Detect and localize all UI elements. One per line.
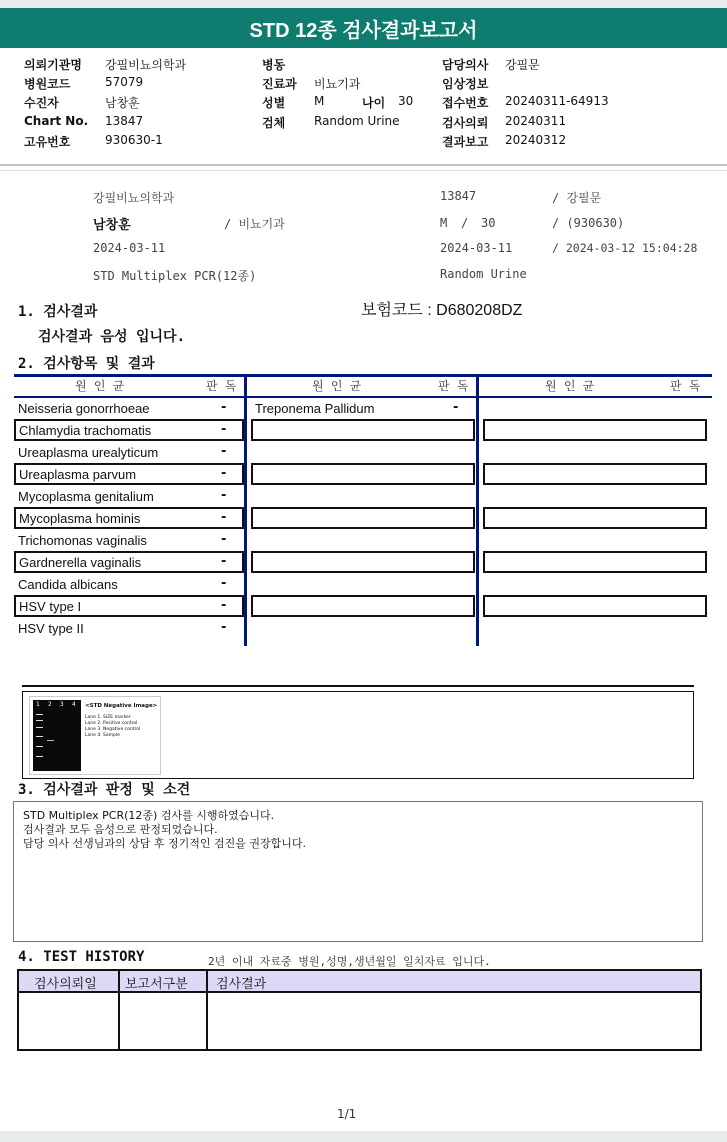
empty-cell [251, 551, 475, 573]
organism-name: Treponema Pallidum [255, 401, 375, 416]
value-doctor: 강필문 [505, 58, 540, 72]
section2-title: 2. 검사항목 및 결과 [18, 356, 155, 372]
header-divider [0, 164, 727, 166]
gel-band [36, 746, 43, 747]
label-ward: 병동 [262, 58, 286, 72]
history-col-result: 검사결과 [216, 977, 267, 992]
summary-chart: 13847 [440, 189, 477, 203]
col-organism-2: 원 인 균 [312, 379, 362, 393]
organism-result: - [221, 554, 227, 569]
value-patient: 남창훈 [105, 96, 140, 110]
gel-image-box [22, 691, 694, 779]
lane-number: 4 [72, 701, 76, 708]
col-judgement-1: 판 독 [206, 379, 237, 393]
section1-result: 검사결과 음성 입니다. [38, 329, 186, 345]
history-note: 2년 이내 자료중 병원,성명,생년월일 일치자료 입니다. [208, 955, 491, 968]
gel-band [36, 756, 43, 757]
gel-top-rule [22, 685, 694, 687]
lane-number: 2 [48, 701, 52, 708]
summary-sex: M [440, 216, 448, 230]
organism-name: Ureaplasma urealyticum [18, 445, 159, 460]
label-clinical-info: 임상정보 [442, 77, 489, 91]
gel-title: <STD Negative Image> [85, 703, 158, 709]
history-col-report-type: 보고서구분 [125, 977, 188, 992]
organism-name: Gardnerella vaginalis [19, 555, 142, 570]
history-col-divider [118, 971, 120, 1049]
summary-request-date: 2024-03-11 [93, 241, 166, 255]
col-organism-1: 원 인 균 [75, 379, 125, 393]
table-row [14, 463, 244, 485]
label-report-date: 결과보고 [442, 135, 489, 149]
summary-doctor: / 강필문 [552, 191, 602, 205]
header-left [24, 56, 254, 152]
organism-result: - [221, 576, 227, 591]
col-judgement-2: 판 독 [438, 379, 469, 393]
table-row [14, 398, 244, 420]
label-patient: 수진자 [24, 96, 59, 110]
header-row [24, 56, 254, 75]
label-request-date: 검사의뢰 [442, 116, 489, 130]
empty-cell [483, 507, 707, 529]
header-divider [0, 170, 727, 171]
organism-name: HSV type I [19, 599, 82, 614]
history-header-row [19, 971, 700, 993]
summary-report-datetime: / 2024-03-12 15:04:28 [552, 241, 698, 255]
section1-title: 1. 검사결과 [18, 304, 98, 320]
table-divider-2 [476, 375, 479, 646]
gel-band [47, 740, 54, 741]
organism-result: - [221, 400, 227, 415]
label-doctor: 담당의사 [442, 58, 489, 72]
col-organism-3: 원 인 균 [545, 379, 595, 393]
gel-photo [33, 700, 81, 771]
label-unique-id: 고유번호 [24, 135, 71, 149]
gel-band [36, 727, 43, 728]
value-chart-no: 13847 [105, 114, 144, 128]
organism-name: Mycoplasma genitalium [18, 489, 154, 504]
organism-name: Mycoplasma hominis [19, 511, 141, 526]
label-receipt-no: 접수번호 [442, 96, 489, 110]
table-row [14, 442, 244, 464]
value-hospital-code: 57079 [105, 75, 144, 89]
comment-line: 담당 의사 선생님과의 상담 후 정기적인 검진을 권장합니다. [23, 837, 306, 850]
label-hospital-code: 병원코드 [24, 77, 71, 91]
comment-box [13, 801, 703, 942]
header-row [24, 75, 254, 94]
table-divider-1 [244, 375, 247, 646]
summary-receipt-date: 2024-03-11 [440, 241, 513, 255]
organism-name: Chlamydia trachomatis [19, 423, 152, 438]
label-specimen: 검체 [262, 116, 286, 130]
header-row [24, 94, 254, 114]
organism-result: - [221, 444, 227, 459]
empty-cell [483, 463, 707, 485]
empty-cell [251, 595, 475, 617]
organism-name: Ureaplasma parvum [19, 467, 137, 482]
value-age: 30 [398, 94, 414, 108]
section3-title: 3. 검사결과 판정 및 소견 [18, 782, 191, 798]
gel-band [36, 714, 43, 715]
gel-legend: Lane 1. SIZE marker [85, 715, 131, 720]
empty-cell [251, 507, 475, 529]
organism-name: Trichomonas vaginalis [18, 533, 147, 548]
label-department: 진료과 [262, 77, 297, 91]
header-right [442, 56, 702, 152]
summary-dept: / 비뇨기과 [224, 217, 285, 231]
empty-cell [251, 419, 475, 441]
header-row [24, 133, 254, 152]
table-row [14, 486, 244, 508]
comment-line: STD Multiplex PCR(12종) 검사를 시행하였습니다. [23, 809, 275, 822]
table-row [251, 398, 475, 420]
organism-result: - [221, 510, 227, 525]
table-row [14, 595, 244, 617]
col-judgement-3: 판 독 [670, 379, 701, 393]
summary-age: 30 [481, 216, 496, 230]
summary-test-name: STD Multiplex PCR(12종) [93, 269, 257, 283]
bottom-strip [0, 1131, 727, 1142]
history-col-divider [206, 971, 208, 1049]
value-department: 비뇨기과 [314, 77, 361, 91]
table-row [14, 507, 244, 529]
organism-name: Neisseria gonorrhoeae [18, 401, 150, 416]
value-sex: M [314, 94, 325, 108]
table-row [14, 618, 244, 640]
lane-number: 3 [60, 701, 64, 708]
empty-cell [251, 463, 475, 485]
value-unique-id: 930630-1 [105, 133, 163, 147]
organism-result: - [221, 598, 227, 613]
top-strip [0, 0, 727, 8]
history-col-request-date: 검사의뢰일 [34, 977, 97, 992]
comment-line: 검사결과 모두 음성으로 판정되었습니다. [23, 823, 218, 836]
history-table [17, 969, 702, 1051]
gel-band [36, 736, 43, 737]
empty-cell [483, 551, 707, 573]
summary-patient: 남창훈 [93, 218, 131, 233]
table-row [14, 530, 244, 552]
value-request-date: 20240311 [505, 114, 567, 128]
organism-result: - [221, 422, 227, 437]
report-title: STD 12종 검사결과보고서 [0, 8, 727, 48]
organism-result: - [221, 488, 227, 503]
label-age: 나이 [362, 96, 386, 110]
value-specimen: Random Urine [314, 114, 400, 128]
summary-slash: / [461, 216, 469, 230]
summary-specimen: Random Urine [440, 267, 527, 281]
insurance-code: 보험코드 : D680208DZ [361, 302, 523, 319]
gel-band [36, 720, 43, 721]
empty-cell [483, 419, 707, 441]
value-hospital: 강필비뇨의학과 [105, 58, 187, 72]
gel-legend: Lane 2. Positive control [85, 721, 138, 726]
label-sex: 성별 [262, 96, 286, 110]
organism-result: - [453, 400, 459, 415]
gel-image [29, 696, 161, 775]
label-chart-no: Chart No. [24, 114, 89, 128]
organism-result: - [221, 466, 227, 481]
organism-name: Candida albicans [18, 577, 118, 592]
gel-legend: Lane 3. Negative control [85, 727, 141, 732]
organism-name: HSV type II [18, 621, 84, 636]
page-number: 1/1 [337, 1107, 357, 1121]
table-row [14, 574, 244, 596]
organism-result: - [221, 620, 227, 635]
lane-number: 1 [36, 701, 40, 708]
header-row [24, 114, 254, 133]
header-mid [262, 56, 432, 133]
label-hospital: 의뢰기관명 [24, 58, 82, 72]
table-row [14, 551, 244, 573]
summary-unique-id: / (930630) [552, 216, 625, 230]
value-report-date: 20240312 [505, 133, 567, 147]
table-row [14, 419, 244, 441]
gel-legend: Lane 4. Sample [85, 733, 120, 738]
empty-cell [483, 595, 707, 617]
section4-title: 4. TEST HISTORY [18, 949, 145, 965]
organism-result: - [221, 532, 227, 547]
value-receipt-no: 20240311-64913 [505, 94, 609, 108]
summary-hospital: 강필비뇨의학과 [93, 191, 175, 205]
